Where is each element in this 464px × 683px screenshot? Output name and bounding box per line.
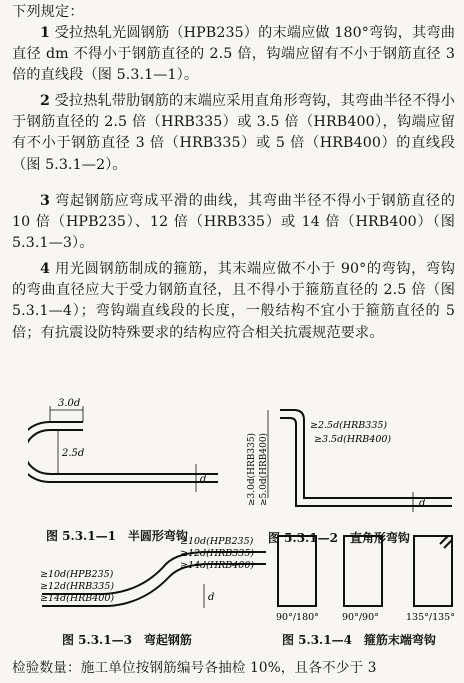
- fig2-label-d: d: [419, 498, 426, 509]
- paragraph-2-text: 受拉热轧带肋钢筋的末端应采用直角形弯钩，其弯曲半径不得小于钢筋直径的 2.5 倍（HRB335）或 3.5 倍（HRB400），钩端应留有不小于钢筋直径 3 倍（HRB335）或 5 倍（HRB400）的直线段（图 5.3.1—2）。: [12, 93, 455, 173]
- fig3-left-label-1: ≥10d(HPB235): [40, 569, 114, 580]
- figure-semicircular-hook: [28, 392, 228, 512]
- paragraph-3-text: 弯起钢筋应弯成平滑的曲线，其弯曲半径不得小于钢筋直径的 10 倍（HPB235）、12 倍（HRB335）或 14 倍（HRB400）（图 5.3.1—3）。: [12, 193, 455, 252]
- fig3-left-label-2: ≥12d(HRB335): [40, 581, 115, 592]
- figure-right-angle-hook: [238, 394, 460, 520]
- stirrup-box-1: [278, 536, 316, 606]
- fig2-caption: 图 5.3.1—2 直角形弯钩: [268, 531, 410, 545]
- item-number-4: 4: [40, 261, 50, 277]
- fig3-right-label-2: ≥12d(HRB335): [180, 548, 255, 559]
- paragraph-3: [12, 191, 455, 255]
- item-number-2: 2: [40, 93, 50, 109]
- item-number-3: 3: [40, 193, 50, 209]
- paragraph-4: [12, 259, 455, 344]
- intro-line: 下列规定：: [12, 4, 84, 20]
- fig2-label-v2: ≥5.0d(HRB400): [259, 432, 269, 506]
- fig1-label-d: d: [200, 474, 207, 485]
- fig4-angle-1: 90°/180°: [276, 612, 319, 623]
- figure-stirrup-hooks: [270, 530, 460, 626]
- paragraph-1: [12, 23, 455, 87]
- fig4-caption: 图 5.3.1—4 箍筋末端弯钩: [282, 633, 436, 647]
- fig1-caption: 图 5.3.1—1 半圆形弯钩: [46, 529, 188, 543]
- paragraph-1-text: 受拉热轧光圆钢筋（HPB235）的末端应做 180°弯钩，其弯曲直径 dm 不得小于钢筋直径的 2.5 倍，钩端应留有不小于钢筋直径 3 倍的直线段（图 5.3.1—1）。: [12, 25, 455, 84]
- fig3-right-label-1: ≥10d(HPB235): [180, 536, 254, 547]
- fig3-right-label-3: ≥14d(HRB400): [180, 560, 255, 571]
- inspection-quantity-line: 检验数量：施工单位按钢筋编号各抽检 10%，且各不少于 3: [12, 660, 377, 676]
- fig2-label-v1: ≥3.0d(HRB335): [247, 432, 257, 506]
- stirrup-box-2: [344, 536, 382, 606]
- fig2-label-r2: ≥3.5d(HRB400): [314, 434, 392, 445]
- paragraph-4-text: 用光圆钢筋制成的箍筋，其末端应做不小于 90°的弯钩，弯钩的弯曲直径应大于受力钢筋直径，且不得小于箍筋直径的 2.5 倍（图 5.3.1—4）；弯钩端直线段的长度，一般结构不宜小于箍筋直径的 5 倍；有抗震设防特殊要求的结构应符合相关抗震规范要求。: [12, 261, 455, 341]
- fig3-caption: 图 5.3.1—3 弯起钢筋: [62, 633, 192, 647]
- item-number-1: 1: [40, 25, 50, 41]
- fig1-label-mid: 2.5d: [62, 448, 85, 459]
- fig2-label-r1: ≥2.5d(HRB335): [310, 420, 388, 431]
- paragraph-2: [12, 91, 455, 176]
- figure-bent-up-bar: [38, 534, 266, 632]
- hook-bar-inner: [28, 430, 218, 474]
- fig1-label-top: 3.0d: [58, 398, 81, 409]
- fig4-angle-3: 135°/135°: [406, 612, 455, 623]
- fig4-angle-2: 90°/90°: [342, 612, 379, 623]
- fig3-left-label-3: ≥14d(HRB400): [40, 593, 115, 604]
- fig3-label-d: d: [208, 592, 215, 603]
- hook-bar-inner-2: [280, 418, 452, 506]
